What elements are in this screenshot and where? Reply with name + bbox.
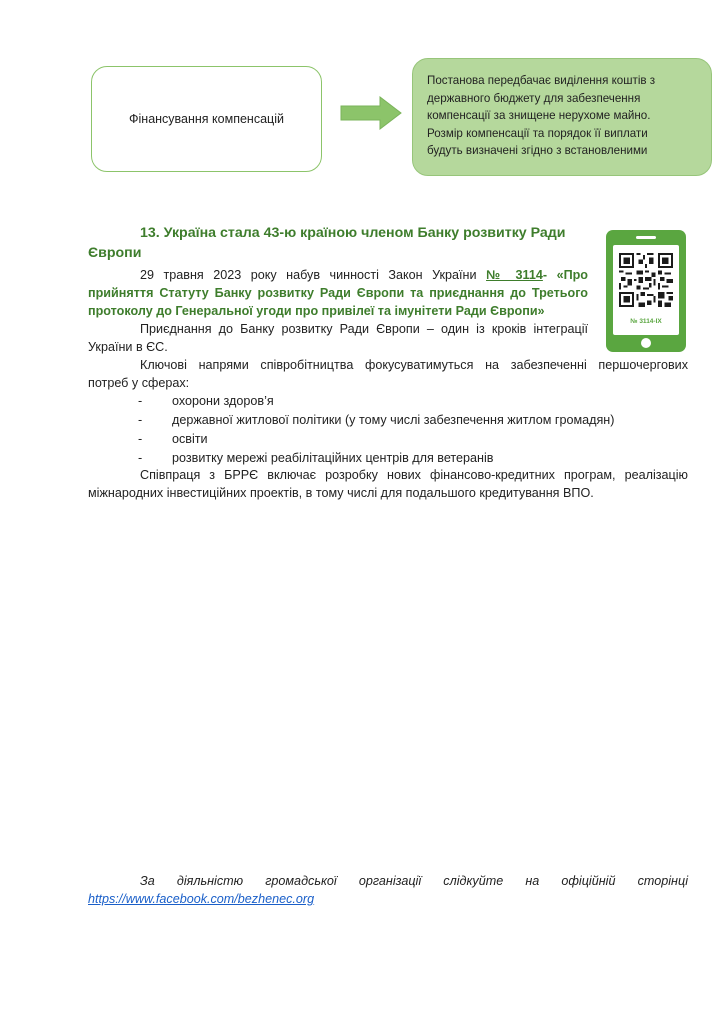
list-item-dash: - bbox=[138, 432, 143, 446]
list-item-dash: - bbox=[138, 394, 143, 408]
law-lead: 29 травня 2023 року набув чинності Закон України bbox=[140, 268, 487, 282]
law-number-link[interactable]: № 3114 bbox=[486, 268, 543, 282]
phone-icon bbox=[606, 230, 686, 352]
spheres-list bbox=[0, 392, 724, 472]
resolution-line: компенсації за знищене нерухоме майно. bbox=[427, 109, 651, 122]
law-quote-line2: прийняття Статуту Банку розвитку Ради Європи та приєднання до Третього bbox=[88, 286, 588, 300]
list-item-dash: - bbox=[138, 413, 143, 427]
section-heading-continued: Європи bbox=[88, 245, 142, 261]
section-heading: 13. Україна стала 43-ю країною членом Банку розвитку Ради bbox=[140, 225, 566, 241]
resolution-line: будуть визначені згідно з встановленими bbox=[427, 144, 648, 157]
integration-line1: Приєднання до Банку розвитку Ради Європи – один із кроків інтеграції bbox=[140, 322, 588, 336]
phone-screen bbox=[613, 245, 679, 335]
law-quote-start: «Про bbox=[547, 268, 589, 282]
list-item: охорони здоров’я bbox=[172, 394, 274, 408]
list-item-dash: - bbox=[138, 451, 143, 465]
cooperation-line1: Ключові напрями співробітництва фокусуватимуться на забезпеченні першочергових bbox=[140, 358, 688, 372]
integration-line2: України в ЄС. bbox=[88, 340, 168, 354]
cdb-cooperation-line1: Співпраця з БРРЄ включає розробку нових фінансово-кредитних програм, реалізацію bbox=[140, 468, 688, 482]
list-item: розвитку мережі реабілітаційних центрів для ветеранів bbox=[172, 451, 494, 465]
law-dash: - bbox=[542, 268, 548, 282]
phone-speaker bbox=[636, 236, 656, 239]
resolution-line: Розмір компенсації та порядок її виплати bbox=[427, 126, 648, 140]
qr-label: № 3114-IX bbox=[630, 318, 662, 325]
list-item: освіти bbox=[172, 432, 208, 446]
financing-box-label: Фінансування компенсацій bbox=[129, 112, 284, 126]
qr-code-icon[interactable] bbox=[619, 253, 673, 307]
footer-text: За діяльністю громадської організації слідкуйте на офіційній сторінці bbox=[140, 874, 688, 888]
resolution-line: Постанова передбачає виділення коштів з bbox=[427, 74, 656, 87]
resolution-box bbox=[412, 58, 712, 176]
cooperation-line2: потреб у сферах: bbox=[88, 376, 190, 390]
arrow-right-icon bbox=[340, 96, 402, 130]
resolution-line: державного бюджету для забезпечення bbox=[427, 91, 641, 105]
phone-button bbox=[641, 338, 651, 348]
financing-box bbox=[91, 66, 322, 172]
list-item: державної житлової політики (у тому числі забезпечення житлом громадян) bbox=[172, 413, 615, 427]
facebook-link[interactable]: https://www.facebook.com/bezhenec.org bbox=[88, 892, 315, 906]
law-quote-line3: протоколу до Генеральної угоди про привілеї та імунітети Ради Європи» bbox=[88, 304, 545, 318]
law-paragraph-line1 bbox=[140, 266, 588, 285]
cdb-cooperation-line2: міжнародних інвестиційних проектів, в тому числі для подальшого кредитування ВПО. bbox=[88, 486, 594, 500]
